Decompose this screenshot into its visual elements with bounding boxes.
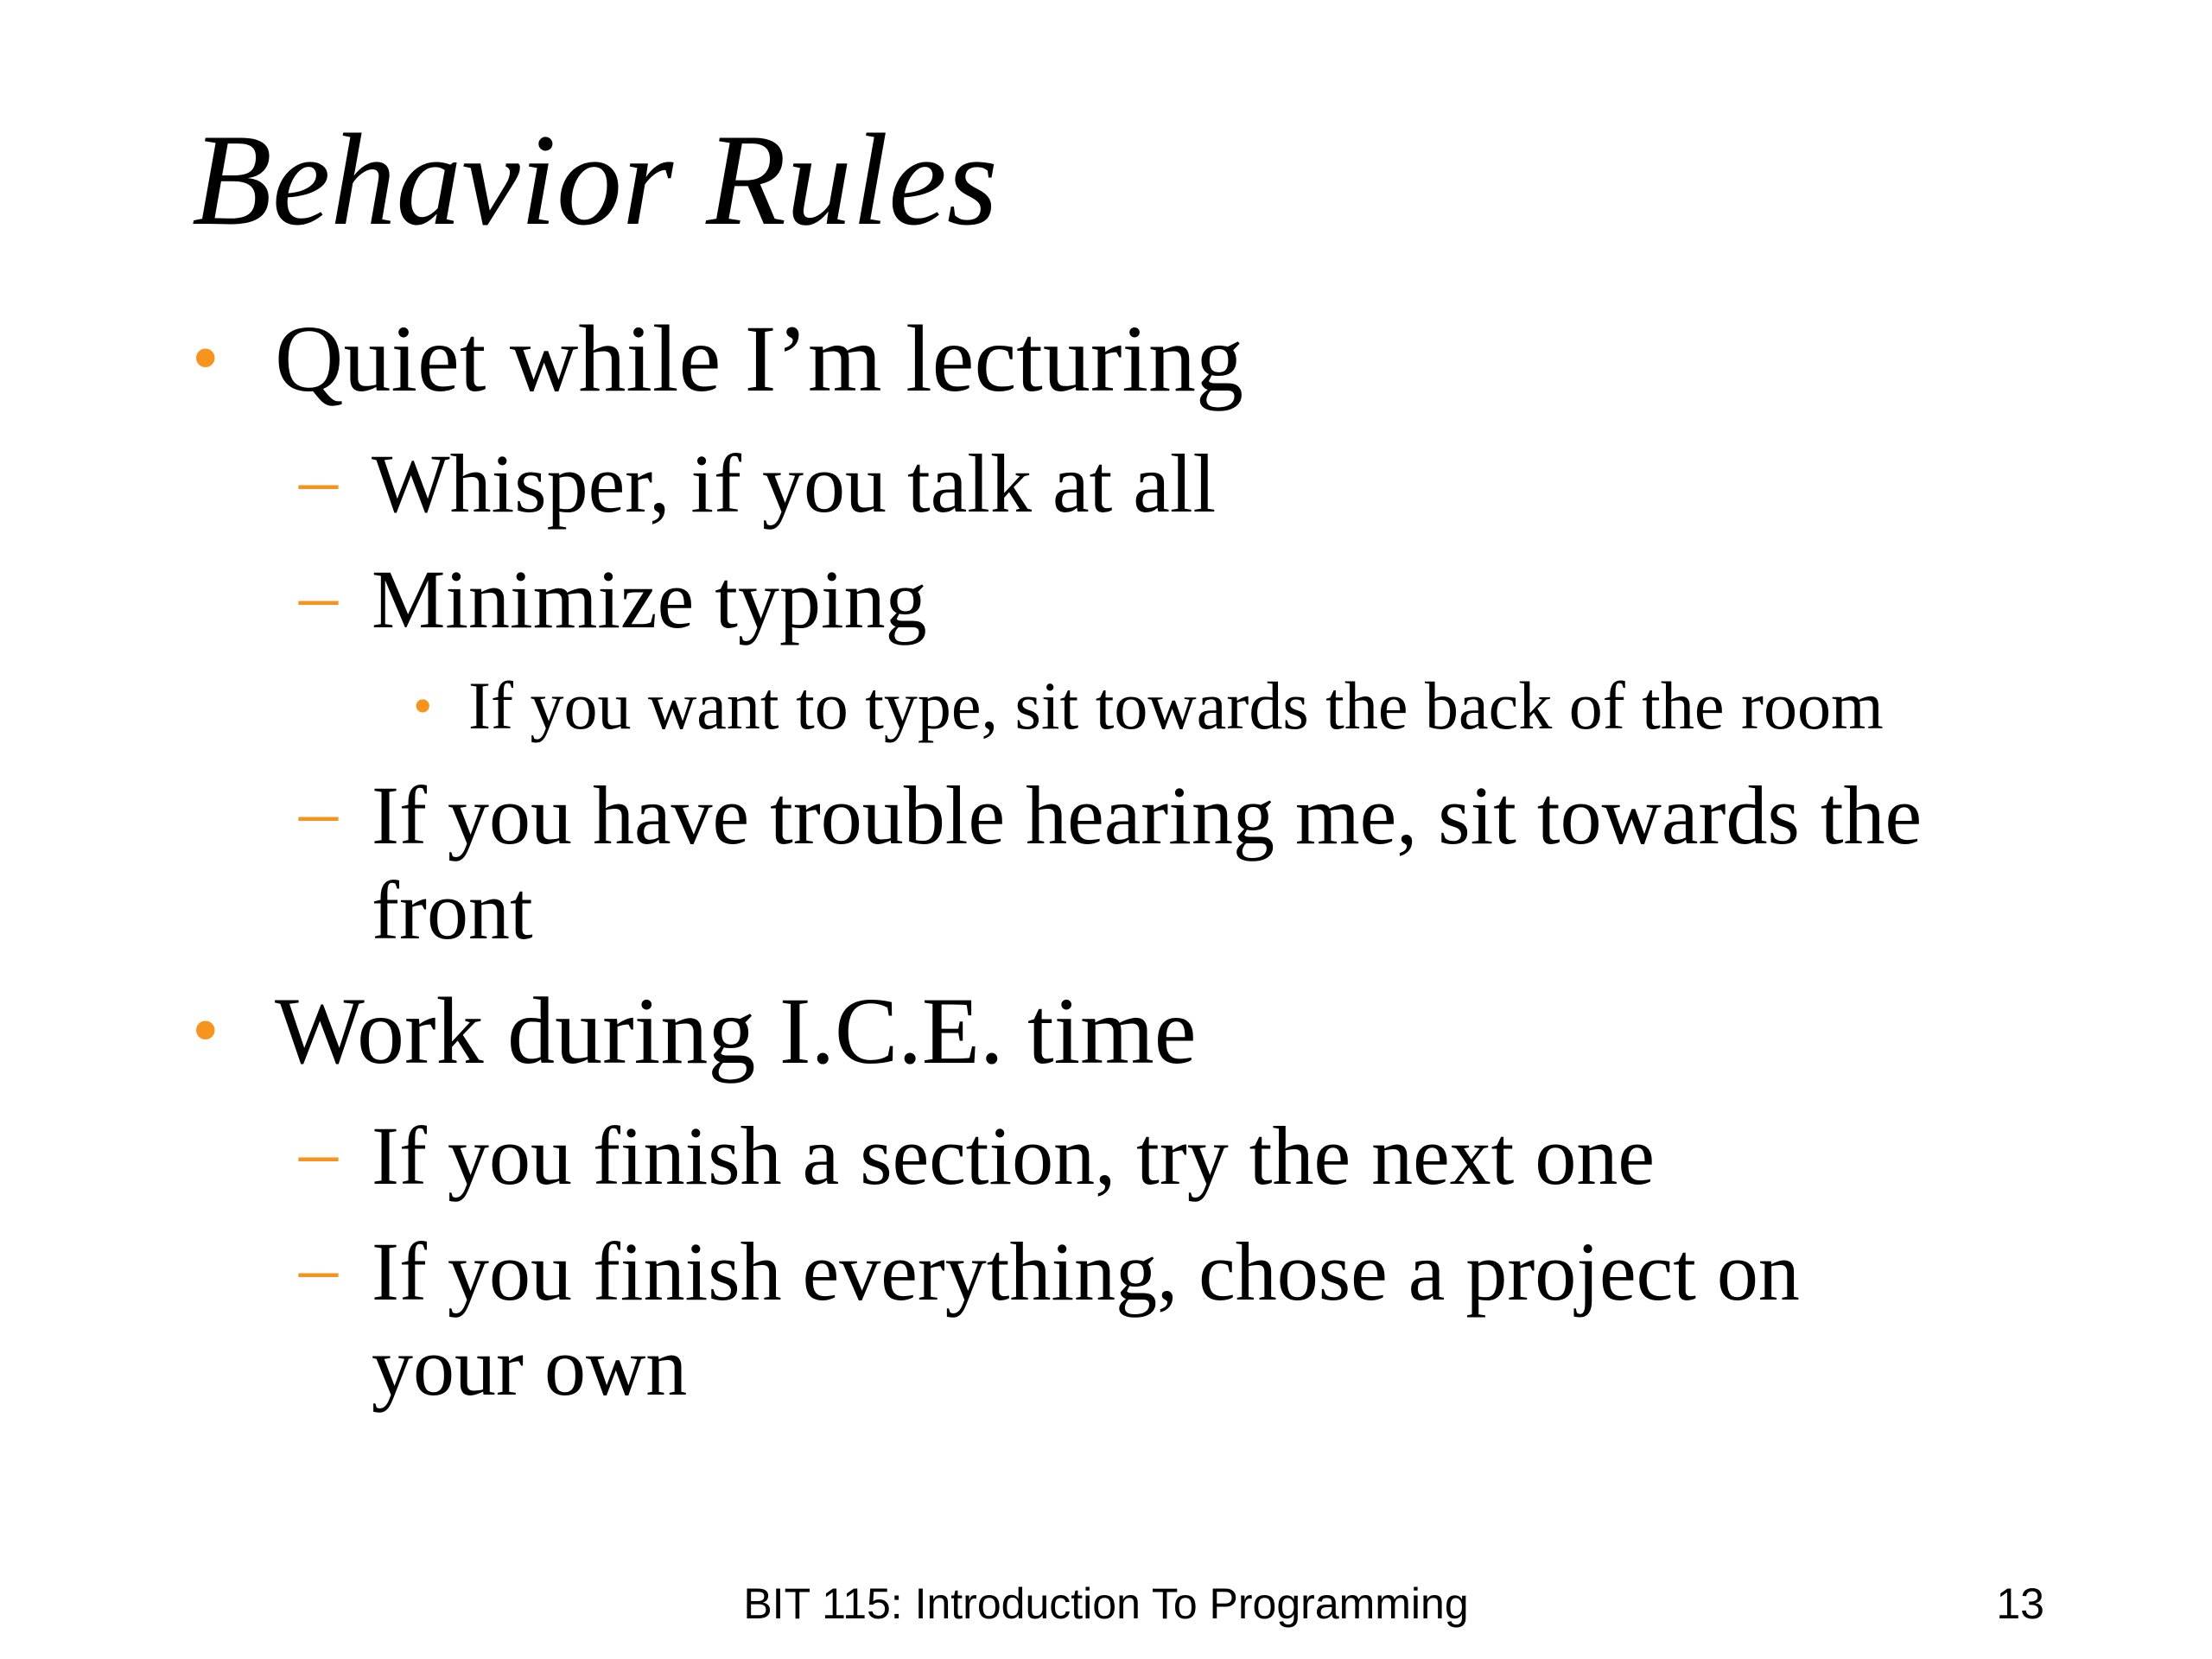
- sub-sub-bullet-text: If you want to type, sit towards the back of the room: [468, 668, 1884, 743]
- bullet-item: [192, 306, 1244, 411]
- sub-bullet-text: Whisper, if you talk at all: [372, 437, 1217, 530]
- bullet-icon: •: [192, 315, 219, 401]
- footer-course-title: BIT 115: Introduction To Programming: [743, 1580, 1469, 1628]
- slide-number: 13: [1996, 1580, 2044, 1628]
- sub-bullet-item: [299, 769, 1923, 862]
- sub-bullet-text: If you finish a section, try the next one: [372, 1109, 1655, 1202]
- sub-bullet-text: Minimize typing: [372, 553, 927, 645]
- sub-bullet-continuation: [372, 1320, 687, 1414]
- dash-icon: –: [299, 769, 338, 855]
- sub-bullet-item: [299, 1109, 1655, 1203]
- sub-bullet-item: [299, 437, 1217, 531]
- bullet-text: Quiet while I’m lecturing: [275, 306, 1244, 411]
- sub-bullet-item: [299, 553, 927, 646]
- dash-icon: –: [299, 1225, 338, 1311]
- dash-icon: –: [299, 553, 338, 639]
- bullet-text: Work during I.C.E. time: [275, 978, 1197, 1084]
- sub-bullet-text-line2: your own: [372, 1320, 688, 1413]
- dash-icon: –: [299, 437, 338, 523]
- bullet-item: [192, 978, 1197, 1084]
- sub-bullet-text-line2: front: [372, 864, 533, 957]
- sub-bullet-continuation: [372, 864, 533, 957]
- sub-bullet-text-line1: If you have trouble hearing me, sit towards the: [372, 769, 1923, 861]
- sub-bullet-item: [299, 1225, 1800, 1319]
- bullet-icon: •: [413, 675, 433, 736]
- sub-bullet-text-line1: If you finish everything, chose a project on: [372, 1225, 1800, 1318]
- bullet-icon: •: [192, 988, 219, 1073]
- dash-icon: –: [299, 1109, 338, 1195]
- sub-sub-bullet-item: [413, 667, 1884, 745]
- slide-title: Behavior Rules: [192, 107, 998, 252]
